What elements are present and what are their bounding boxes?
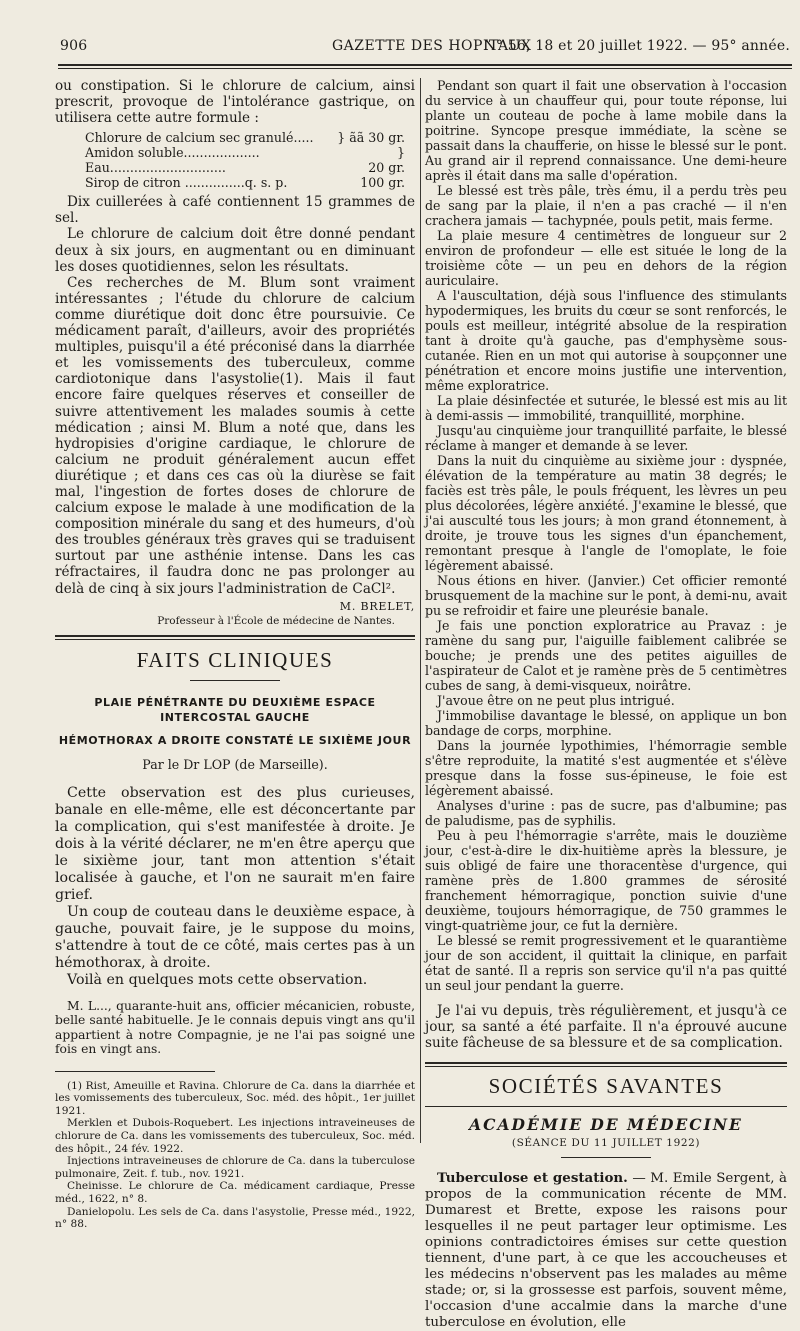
paragraph: Ces recherches de M. Blum sont vraiment intéressantes ; l'étude du chlorure de calcium comme diurétique doit donc être poursuivie. Ce médicament paraît, d'ailleurs, avoir des propriétés multiples, puisqu'il a été préconisé dans la diarrhée et les vomissements des tuberculeux, comme cardiotonique dans l'asystolie(1). Mais il faut encore faire quelques réserves et conseiller de suivre attentivement les malades soumis à cette médication ; ainsi M. Blum a noté que, dans les hydropisies d'origine cardiaque, le chlorure de calcium ne produit généralement aucun effet diurétique ; et dans ces cas où la diurèse se fait mal, l'ingestion de fortes doses de chlorure de calcium expose le malade à une modification de la composition minérale du sang et des humeurs, d'où des troubles généraux très graves qui se traduisent surtout par une asthénie intense. Dans les cas réfractaires, il faudra donc ne pas prolonger au delà de cinq à six jours l'administration de CaCl². — [55, 274, 415, 597]
session-date: (SÉANCE DU 11 JUILLET 1922) — [511, 1136, 701, 1149]
paragraph: Peu à peu l'hémorragie s'arrête, mais le douzième jour, c'est-à-dire le dix-huitième après la blessure, je suis obligé de faire une thoracentèse d'urgence, qui ramène près de 1.800 grammes de sérosité franchement hémorragique, ponction suivie d'une deuxième, toujours hémorragique, de 750 grammes le vingt-quatrième jour, ce fut la dernière. — [425, 828, 787, 933]
report-title: Tuberculose et gestation. — [437, 1169, 628, 1186]
paragraph: Dans la journée lypothimies, l'hémorragie semble s'être reproduite, la matité s'est augmentée et s'élève presque dans la fosse sus-épineuse, le foie est légèrement abaissé. — [425, 738, 787, 798]
paragraph: Le blessé se remit progressivement et le quarantième jour de son accident, il quittait la clinique, en parfait état de santé. Il a repris son service qu'il n'a pas quitté un seul jour pendant la guerre. — [425, 933, 787, 993]
formula-dose: } — [396, 145, 405, 161]
paragraph: Je l'ai vu depuis, très régulièrement, et jusqu'à ce jour, sa santé a été parfaite. Il n'a éprouvé aucune suite fâcheuse de sa blessure et de sa complication. — [425, 1003, 787, 1052]
paragraph — [425, 1170, 787, 1331]
academy-title: ACADÉMIE DE MÉDECINE — [469, 1114, 743, 1134]
formula-row — [85, 130, 405, 145]
formula-row — [85, 175, 405, 190]
academy-report — [425, 1170, 787, 1331]
footnotes — [55, 1080, 415, 1231]
page-header — [60, 38, 790, 60]
paragraph: Nous étions en hiver. (Janvier.) Cet officier remonté brusquement de la machine sur le pont, à demi-nu, avait pu se refroidir et faire une pleurésie banale. — [425, 573, 787, 618]
issue-line: N° 56, 18 et 20 juillet 1922. — 95° année. — [483, 38, 790, 54]
case-subtitle: HÉMOTHORAX A DROITE CONSTATÉ LE SIXIÈME JOUR — [58, 733, 412, 747]
paragraph: J'avoue être on ne peut plus intrigué. — [437, 693, 675, 708]
left-column — [55, 78, 415, 1231]
formula-ingredient: Eau............................. — [85, 160, 226, 176]
paragraph: Voilà en quelques mots cette observation. — [67, 972, 368, 988]
paragraph: Jusqu'au cinquième jour tranquillité parfaite, le blessé réclame à manger et demande à se lever. — [425, 423, 787, 453]
paragraph: La plaie désinfectée et suturée, le blessé est mis au lit à demi-assis — immobilité, tranquillité, morphine. — [425, 393, 787, 423]
header-rule-thin — [58, 68, 792, 69]
article-author: Par le Dr LOP (de Marseille). — [142, 756, 328, 772]
formula-ingredient: Amidon soluble................... — [85, 145, 260, 161]
header-rule — [58, 64, 792, 66]
paragraph: Un coup de couteau dans le deuxième espace, à gauche, pouvait faire, je le suppose du moins, s'attendre à tout de ce côté, mais certes pas à un hémothorax, à droite. — [55, 904, 415, 971]
paragraph: La plaie mesure 4 centimètres de longueur sur 2 environ de profondeur — elle est située le long de la troisième côte — un peu en dehors de la région auriculaire. — [425, 228, 787, 288]
paragraph: Dans la nuit du cinquième au sixième jour : dyspnée, élévation de la température au matin 38 degrés; le faciès est très pâle, le pouls fréquent, les lèvres un peu plus décolorées, légère anxiété. J'examine le blessé, que j'ai ausculté tous les jours; à mon grand étonnement, à droite, je trouve tous les signes d'un épanchement, remontant presque à l'angle de l'omoplate, le foie légèrement abaissé. — [425, 453, 787, 573]
footnote: Merklen et Dubois-Roquebert. Les injections intraveineuses de chlorure de Ca. dans les vomissements des tuberculeux, Soc. méd. des hôpit., 24 fév. 1922. — [55, 1117, 415, 1155]
section-title: SOCIÉTÉS SAVANTES — [488, 1073, 724, 1098]
formula-row — [85, 160, 405, 175]
paragraph: Je fais une ponction exploratrice au Pravaz : je ramène du sang pur, l'aiguille faiblement calibrée se bouche; je prends une des petites aiguilles de l'aspirateur de Calot et je ramène près de 5 centimètres cubes de sang, à demi-visqueux, noirâtre. — [425, 618, 787, 693]
section-title-rule — [190, 680, 280, 681]
formula-dose: 20 gr. — [368, 160, 405, 176]
formula-ingredient: Sirop de citron ...............q. s. p. — [85, 175, 288, 191]
footnote: Cheinisse. Le chlorure de Ca. médicament cardiaque, Presse méd., 1622, n° 8. — [55, 1180, 415, 1205]
footnote: Danielopolu. Les sels de Ca. dans l'asystolie, Presse méd., 1922, n° 88. — [55, 1205, 415, 1231]
section-title: FAITS CLINIQUES — [136, 647, 334, 672]
author-affiliation: Professeur à l'École de médecine de Nantes. — [157, 614, 395, 627]
footnote: (1) Rist, Ameuille et Ravina. Chlorure de Ca. dans la diarrhée et les vomissements des tuberculeux, Soc. méd. des hôpit., 1er juillet 1921. — [55, 1079, 415, 1117]
paragraph: Le blessé est très pâle, très ému, il a perdu très peu de sang par la plaie, il n'en a pas craché — il n'en crachera jamais — tachypnée, pouls petit, mais ferme. — [425, 183, 787, 228]
academy-rule — [561, 1157, 651, 1158]
formula-dose: } ãã 30 gr. — [337, 130, 405, 146]
paragraph: Le chlorure de calcium doit être donné pendant deux à six jours, en augmentant ou en diminuant les doses quotidiennes, selon les résultats. — [55, 226, 415, 275]
paragraph: Pendant son quart il fait une observation à l'occasion du service à un chauffeur qui, pour toute réponse, lui plante un couteau de poche à lame mobile dans la poitrine. Syncope presque immédiate, la scène se passait dans la chaufferie, on hisse le blessé sur le pont. Au grand air il reprend connaissance. Une demi-heure après il était dans ma salle d'opération. — [425, 78, 787, 183]
formula-dose: 100 gr. — [360, 175, 405, 191]
paragraph: Analyses d'urine : pas de sucre, pas d'albumine; pas de paludisme, pas de syphilis. — [425, 798, 787, 828]
page-number: 906 — [60, 38, 88, 54]
report-body: — M. Emile Sergent, à propos de la communication récente de MM. Dumarest et Brette, expose les raisons pour lesquelles il ne peut partager leur optimisme. Les opinions contradictoires émises sur cette question tiennent, d'une part, à ce que les accoucheuses et les médecins n'observent pas les malades au même stade; or, si la grossesse est parfois, souvent même, l'occasion d'une accalmie dans la marche d'une tuberculose en évolution, elle — [425, 1170, 787, 1330]
paragraph: Cette observation est des plus curieuses, banale en elle-même, elle est déconcertante par la complication, qui s'est manifestée à droite. Je dois à la vérité déclarer, ne m'en être aperçu que le sixième jour, tant mon attention s'était localisée à gauche, et l'on ne saurait m'en faire grief. — [55, 785, 415, 903]
case-history — [55, 999, 415, 1057]
column-divider — [420, 78, 421, 1143]
formula-ingredient: Chlorure de calcium sec granulé..... — [85, 130, 314, 146]
paragraph: A l'auscultation, déjà sous l'influence des stimulants hypodermiques, les bruits du cœur se sont renforcés, le pouls est meilleur, intégrité absolue de la respiration tant à droite qu'à gauche, pas d'emphysème sous-cutanée. Rien en un mot qui autorise à soupçonner une pénétration et encore moins justifie une intervention, même exploratrice. — [425, 288, 787, 393]
paragraph: Dix cuillerées à café contiennent 15 grammes de sel. — [55, 194, 415, 227]
paragraph: J'immobilise davantage le blessé, on applique un bon bandage de corps, morphine. — [425, 708, 787, 738]
footnote: Injections intraveineuses de chlorure de Ca. dans la tuberculose pulmonaire, Zeit. f. tub., nov. 1921. — [55, 1155, 415, 1180]
section-rule-thin — [425, 1066, 787, 1067]
section-rule-thin — [425, 1106, 787, 1107]
formula-row — [85, 145, 405, 160]
case-title: PLAIE PÉNÉTRANTE DU DEUXIÈME ESPACE INTERCOSTAL GAUCHE — [94, 695, 376, 724]
paragraph: ou constipation. Si le chlorure de calcium, ainsi prescrit, provoque de l'intolérance gastrique, on utilisera cette autre formule : — [55, 78, 415, 127]
case-intro — [55, 785, 415, 989]
footnote-rule — [55, 1071, 215, 1072]
author-signature: M. BRELET, — [339, 599, 415, 613]
case-conclusion — [425, 1003, 787, 1052]
section-rule — [425, 1062, 787, 1064]
section-rule — [55, 635, 415, 637]
journal-title: GAZETTE DES HOPITAUX — [332, 38, 532, 54]
section-rule-thin — [55, 639, 415, 640]
right-column — [425, 78, 787, 1330]
formula — [85, 130, 405, 190]
paragraph: M. L..., quarante-huit ans, officier mécanicien, robuste, belle santé habituelle. Je le connais depuis vingt ans qu'il appartient à notre Compagnie, je ne l'ai pas soigné une fois en vingt ans. — [55, 999, 415, 1057]
